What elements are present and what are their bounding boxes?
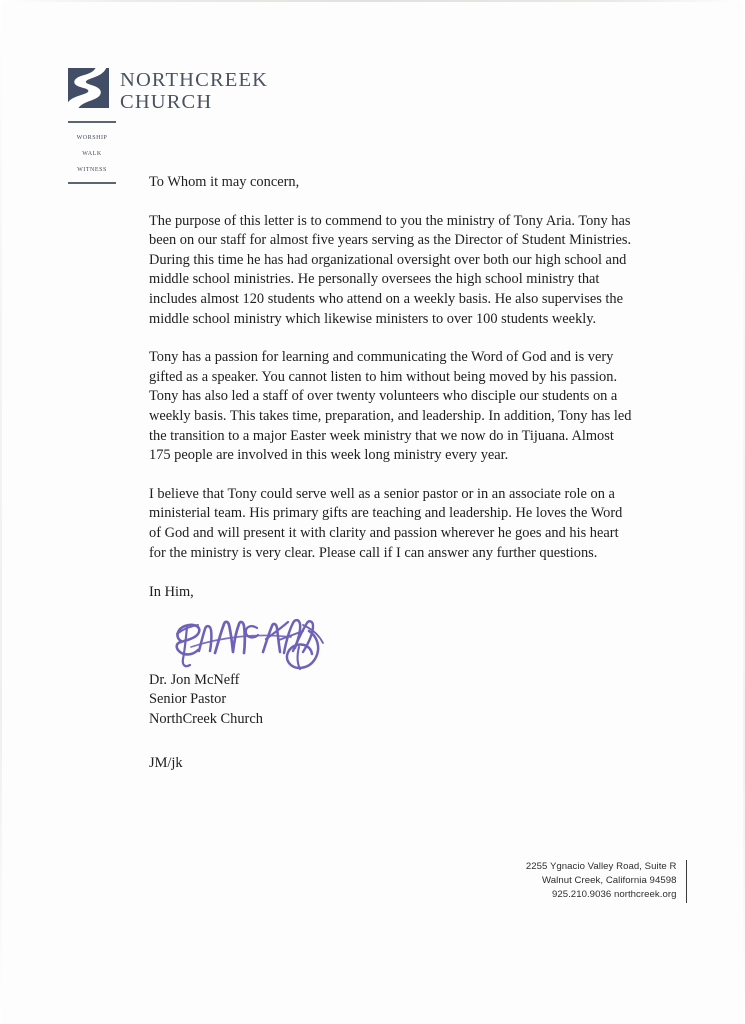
footer-street-address: 2255 Ygnacio Valley Road, Suite R [525,861,677,872]
typist-initials: JM/jk [149,754,183,771]
wordmark [120,68,268,113]
footer-phone-and-website: 925.210.9036 northcreek.org [551,889,677,901]
paragraph-3: I believe that Tony could serve well as a senior pastor or in an associate role on a ministerial team. His primary gifts are teaching and leadership. He loves the Word of God and will present it with clarity and passion wherever he goes and his heart for the ministry is very clear. Please call if I can answer any further questions. [149,485,623,561]
paragraph-2: Tony has a passion for learning and communicating the Word of God and is very gifted as a speaker. You cannot listen to him without being moved by his passion. Tony has also led a staff of over twenty volunteers who disciple our students on a weekly basis. This takes time, preparation, and leadership. In addition, Tony has led the transition to a major Easter week ministry that we now do in Tijuana. Almost 175 people are involved in this week long ministry every year. [149,349,632,464]
tagline-rule-bottom [68,182,116,184]
logo-row [68,68,368,113]
tagline-words [68,123,116,182]
paragraph-1: The purpose of this letter is to commend to you the ministry of Tony Aria. Tony has been on our staff for almost five years serving as the Director of Student Ministries. During this time he has had organizational oversight over both our high school and middle school ministries. He personally oversees the high school ministry that includes almost 120 students who attend on a weekly basis. He also supervises the middle school ministry which likewise ministers to over 100 students weekly. [149,212,632,327]
tagline-word-walk: walk [82,148,102,158]
scan-edge-top [0,0,745,2]
signature-area [149,605,633,671]
footer-city-state-zip: Walnut Creek, California 94598 [542,875,677,887]
tagline-word-worship: worship [76,132,108,142]
letter-body [149,173,633,773]
wordmark-line-northcreek: NORTHCREEK [120,69,269,91]
signature-block [149,671,633,729]
footer-text [526,860,686,903]
salutation: To Whom it may concern, [149,174,300,190]
footer-address-block [526,860,687,903]
footer-vertical-rule [686,860,688,903]
signer-organization: NorthCreek Church [149,710,263,727]
northcreek-winding-path-logo-icon [68,68,109,108]
signer-title: Senior Pastor [149,691,227,708]
tagline-word-witness: witness [77,164,107,174]
wordmark-line-church: CHURCH [120,91,213,114]
scan-edge-left [0,0,2,1024]
tagline-block [68,121,116,184]
signer-name: Dr. Jon McNeff [149,671,240,688]
letterhead [68,68,368,184]
closing: In Him, [149,584,194,601]
